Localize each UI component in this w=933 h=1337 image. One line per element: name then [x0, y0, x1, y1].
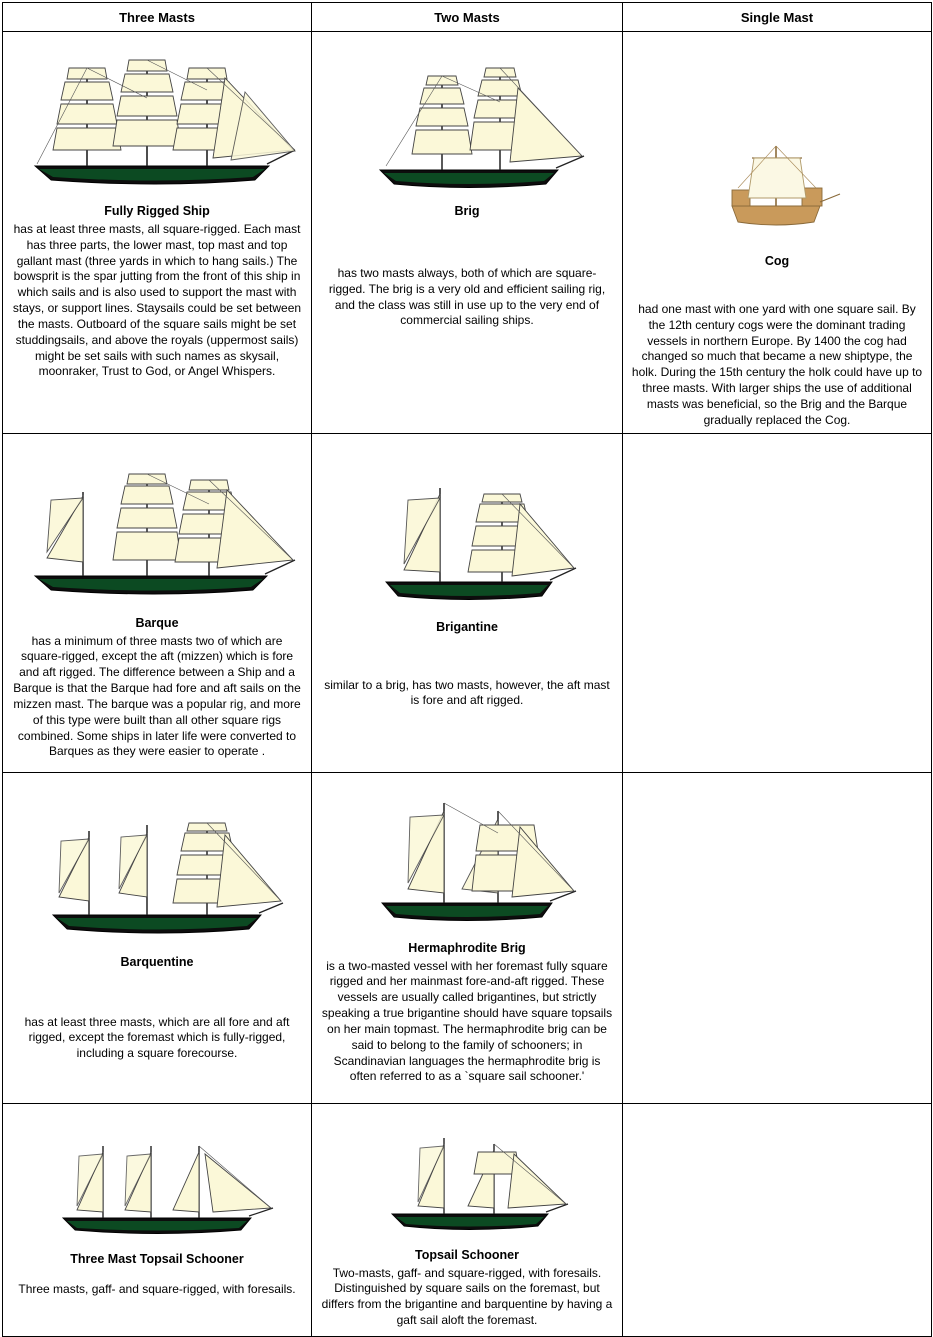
table-header-row	[3, 3, 932, 32]
fully-rigged-ship-illustration	[17, 38, 297, 198]
empty-cell	[623, 1104, 931, 1336]
cell-brig	[312, 32, 623, 434]
topsail-schooner-illustration	[362, 1110, 572, 1242]
ship-name: Brigantine	[436, 619, 498, 634]
cog-illustration	[702, 38, 852, 248]
empty-cell	[623, 434, 931, 772]
ship-description: has two masts always, both of which are square-rigged. The brig is a very old and efficient sailing rig, and the class was still in use up to the very end of commercial sailing ships.	[328, 266, 606, 328]
ship-description: has a minimum of three masts two of which are square-rigged, except the aft (mizzen) which is fore and aft rigged. The difference between a Ship and a Barque is that the Barque had fore and aft sails on the mizzen mast. The barque was a popular rig, and more of this type were built than all other square rigs combined. Some ships in later life were converted to Barques as they were easier to operate .	[13, 633, 301, 759]
ship-rig-comparison-sheet	[0, 2, 933, 1328]
cell-barque	[3, 433, 312, 772]
ship-name: Brig	[454, 204, 480, 218]
ship-name: Hermaphrodite Brig	[408, 940, 526, 955]
column-header-three-masts: Three Masts	[3, 3, 312, 32]
cell-empty-single-mast-row3	[623, 772, 932, 1103]
three-mast-topsail-schooner-illustration	[37, 1110, 277, 1246]
ship-name: Barque	[135, 615, 179, 630]
column-header-single-mast: Single Mast	[623, 3, 932, 32]
barque-illustration	[17, 440, 297, 610]
table-row	[3, 772, 932, 1103]
ship-description: is a two-masted vessel with her foremast fully square rigged and her mainmast fore-and-aft rigged. These vessels are usually called brigantines, but strictly speaking a true brigantine should have square topsails on her main topmast. The hermaphrodite brig can be said to belong to the family of schooners; in Scandinavian languages the hermaphrodite brig is often referred to as a `square sail schooner.'	[321, 958, 613, 1084]
cell-topsail-schooner	[312, 1103, 623, 1336]
ship-name: Barquentine	[120, 954, 194, 969]
cell-hermaphrodite-brig	[312, 772, 623, 1103]
ship-name: Three Mast Topsail Schooner	[70, 1251, 244, 1266]
ship-description: has at least three masts, which are all fore and aft rigged, except the foremast which is fully-rigged, including a square forecourse.	[24, 1014, 290, 1061]
cell-cog	[623, 32, 932, 434]
brigantine-illustration	[352, 440, 582, 614]
empty-cell	[623, 773, 931, 1103]
table-row	[3, 1103, 932, 1336]
ship-description: Two-masts, gaff- and square-rigged, with foresails. Distinguished by square sails on the foremast, but differs from the brigantine and barquentine by having a gaft sail aloft the foremast.	[321, 1265, 613, 1328]
cell-empty-single-mast-row2	[623, 433, 932, 772]
ship-name: Topsail Schooner	[415, 1247, 519, 1262]
cell-fully-rigged-ship	[3, 32, 312, 434]
ship-description: Three masts, gaff- and square-rigged, with foresails.	[18, 1281, 296, 1296]
cell-brigantine	[312, 433, 623, 772]
ship-description: had one mast with one yard with one square sail. By the 12th century cogs were the dominant trading vessels in northern Europe. By 1400 the cog had changed so much that became a new shiptype, the holk. During the 15th century the holk could have up to three masts. With larger ships the use of additional masts was beneficial, so the Brig and the Barque gradually replaced the Cog.	[631, 302, 923, 427]
column-header-two-masts: Two Masts	[312, 3, 623, 32]
rig-comparison-table	[2, 2, 932, 1337]
cell-barquentine	[3, 772, 312, 1103]
hermaphrodite-brig-illustration	[352, 779, 582, 935]
table-row	[3, 433, 932, 772]
cell-empty-single-mast-row4	[623, 1103, 932, 1336]
brig-illustration	[342, 38, 592, 198]
cell-three-mast-topsail-schooner	[3, 1103, 312, 1336]
table-row	[3, 32, 932, 434]
ship-name: Fully Rigged Ship	[104, 204, 210, 218]
barquentine-illustration	[27, 779, 287, 949]
ship-description: similar to a brig, has two masts, however, the aft mast is fore and aft rigged.	[324, 677, 610, 708]
ship-description: has at least three masts, all square-rigged. Each mast has three parts, the lower mast, top mast and top gallant mast (three yards in which to hang sails.) The bowsprit is the spar jutting from the front of this ship in which sails and is also used to support the mast with stays, or support lines. Staysails could be set between the masts. Outboard of the square sails might be set studdingsails, and above the royals (uppermost sails) might be set sails with such names as skysail, moonraker, Trust to God, or Angel Whispers.	[12, 222, 302, 379]
ship-name: Cog	[764, 254, 790, 268]
